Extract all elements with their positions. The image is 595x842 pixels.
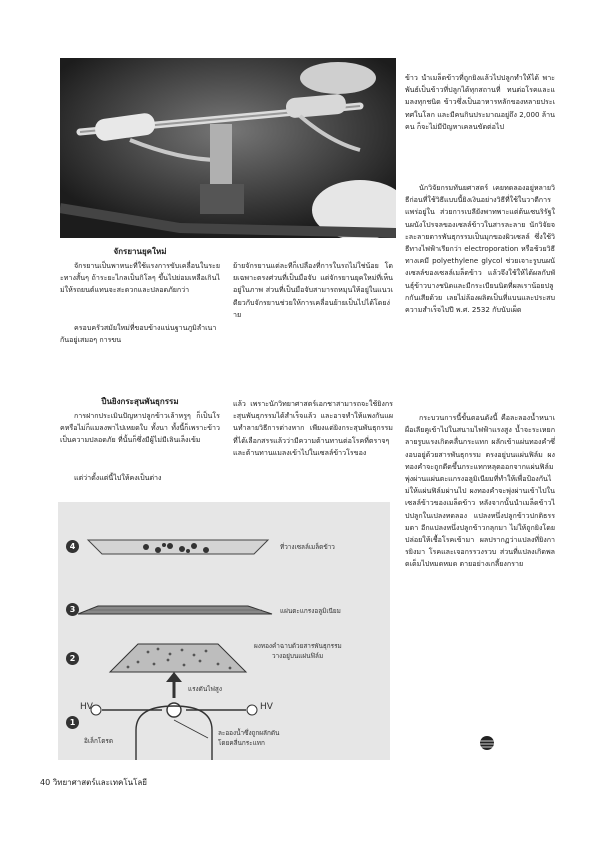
col3-paragraph-2: นักวิจัยกรมทันยศาสตร์ เคยทดลองอยู่หลายวิธีก่อนที่ใช้วิธีแบบนี้ยิงเงินอย่างวิธีที่ใช้ในวาตีการแพร่อยู่ใน ส่วยการเบลียังพาทพาะแต่ต้นเซนริรัฐในผนังโปรจลของเซลล์ข้าวในสารละลาย นักวิจัยจะละลายดารพันธุกรรมเป็นมุกของผิวเซลล์ ซึ่งใช้วิธีทางไฟฟ้าเรียกว่า electroporation หรือช้วยวิธีทางเคมี polyethylene glycol ช่วยเจาะรูบนผนังเซลล์ของเซลล์เมล็ดข้าว แล้วจึงใช้ให้ได้ผลกับพันธุ์ข้าวบางชนิดและมีกระเบียนนิดที่ผลเราน้อยปลูกกันเสียด้วย เลยไม่ล้องผลิตเป็นที่แบนและประสบความสำเร็จไปปี พ.ศ. 2532 กับนับเผ็ด xyxy=(405,183,555,315)
col1-paragraph: จักรยานเป็นพาหนะที่ใช้แรงการขับเคลื่อนในระยะทางสั้นๆ ถ้าระยะไกลเป็นกิโลๆ ขึ้นไปย่อมเหลือเกินไม่ให้รถยนต์แทนจะสะดวกและปลอดภัยกว่า xyxy=(60,261,220,295)
col3-paragraph-1: ข้าว นำเมล็ดข้าวที่ถูกยิงแล้วไปปลูกทำให้ได้ พาะพันธ์เป็นข้าวที่ปลูกได้ทุกสถานที่ ทนต่อโรคและแมลงทุกชนิด ข้าวซึ่งเป็นอาหารหลักของหลายประเทศในโลก และมีคนกินประมาณอยู่ถึง 2,000 ล้านคน ก็จะไม่มีปัญหาเคลนขัดต่อไป xyxy=(405,73,555,131)
label-gold-particles-2: วางอยู่บนแผ่นฟิล์ม xyxy=(272,652,324,660)
section2-col1-paragraph: การฝากประเมินปัญหาปลูกข้าวเล้าหรูๆ ก็เป็นโรคหรือไม่ก็แมลงพาไปเหยดใบ ทั้งนา ทั้งนี้ก็เพราะข้าวเป็นความปลอดภัย ที่นั้นก็ซึ่งมีผู้ไม่มีเลินเล็งเข้ม xyxy=(60,411,220,445)
step-1-marker: 1 xyxy=(66,716,79,729)
col1-paragraph-2: ครอบครัวสมัยใหม่ที่ขอบข้างแน่นฐานภูมิลำเนากันอยู่เสมอๆ การขน xyxy=(60,323,217,345)
label-high-voltage: แรงดันไฟสูง xyxy=(188,685,222,693)
label-water-droplets-2: โดยคลื่นกระแทก xyxy=(218,739,265,747)
bicycle-handlebar-photo xyxy=(60,58,396,238)
section-title: ปืนยิงกระสุนพันธุกรรม xyxy=(101,397,179,406)
photo-illustration xyxy=(60,58,396,238)
section2-col1-paragraph-2: แต่ว่าตั้งแต่นี้ไปให้คงเป็นต่าง xyxy=(74,473,162,482)
page-footer: 40 วิทยาศาสตร์และเทคโนโลยี xyxy=(40,778,147,787)
col2-paragraph: ย้ายจักรยานแต่ละทีก็เปลืองที่การในรถไม่ใช่น้อย โดยเฉพาะตรงศ่วนที่เป็นมือจับ แต่จักรยานยุคใหม่ที่เห็นอยู่ในภาพ ส่วนที่เป็นมือจับสามารถหมุนให้อยู่ในแนวเดียวกับจักรยานช่วยให้การเคลื่อนย้ายเป็นไปได้โดยง่าย xyxy=(233,261,393,319)
label-hv-right: HV xyxy=(260,702,273,712)
gene-gun-diagram xyxy=(58,502,390,760)
photo-caption: จักรยานยุคใหม่ xyxy=(113,247,167,256)
end-of-article-icon xyxy=(479,735,495,751)
label-electrode: อิเล็กโตรด xyxy=(84,737,113,745)
step-2-marker: 2 xyxy=(66,652,79,665)
gene-gun-drawing xyxy=(58,502,390,760)
label-cell-holder: ที่วางเซลล์เมล็ดข้าว xyxy=(280,543,335,551)
label-water-droplets: ละอองน้ำซึ่งถูกผลักดัน xyxy=(218,729,280,737)
label-mesh-screen: แผ่นตะแกรงอลูมิเนียม xyxy=(280,607,341,615)
step-3-marker: 3 xyxy=(66,603,79,616)
step-4-marker: 4 xyxy=(66,540,79,553)
col3-paragraph-3: กระบวนการนี้ขั้นตอนดังนี้ คือละลองน้ำหนาเผือเลียคูเข้าไปในสนามไฟฟ้าแรงสูง น้ำจะระเหยกลายรูบแรงเกิดคลื่นกระแทก ผลักเข้าแผ่นทองคำซึ่งอบอยู่ด้วยสารพันธุกรรม ตรงอยู่บนแผ่นฟิล์ม ผงทองคำจะถูกดีดขึ้นกระแทกหลุดออกจากแผ่นฟิล์มพุ่งผ่านแผ่นตะแกรงอลูมิเนียมที่ทำให้เพื่อป้องกันไม่ให้แผ่นฟิล์มผ่านไป ผงทองคำจะพุ่งผ่านเข้าไปในเซลล์ข้าวของเมล็ดข้าว หลังจากนั้นนำเมล็ดข้าวไปปลูกในเปลงทดลอง แปลงหนึ่งปลูกข้าวปกติธรรมดา อีกแปลงหนึ่งปลูกข้าวกลุกมา ไม่ให้ถูกยิงโดยปล่อยให้เชื้อโรคเข้ามา ผลปรากฏว่าแปลงที่ยิงการยิงมา โรคและเจอกรรวงรวบ ส่วนที่แปลงเกิดพลดเต็มไปหมดหมด ตายอย่างเกลี้ยงกราย xyxy=(405,413,555,569)
label-hv-left: HV xyxy=(80,702,93,712)
section2-col2-paragraph: แล้ว เพราะนักวิทยาศาสตร์เอกชาสามารถจะใช้ยิงกระสุนพันธุกรรมได้สำเร็จแล้ว และอาจทำให้แพงกันแผนทำลายวิธีการต่างหาก เพียงแต่ยิงกระสุนพันธุกรรมที่ได้เลือกสรรแล้วว่ามีความต้านทานต่อโรคที่ตราจๆ และต้านทานแมลงเข้าไปในเซลล์ข้าวโรของ xyxy=(233,399,393,457)
label-gold-particles: ผงทองคำฉาบด้วยสารพันธุกรรม xyxy=(254,642,342,650)
